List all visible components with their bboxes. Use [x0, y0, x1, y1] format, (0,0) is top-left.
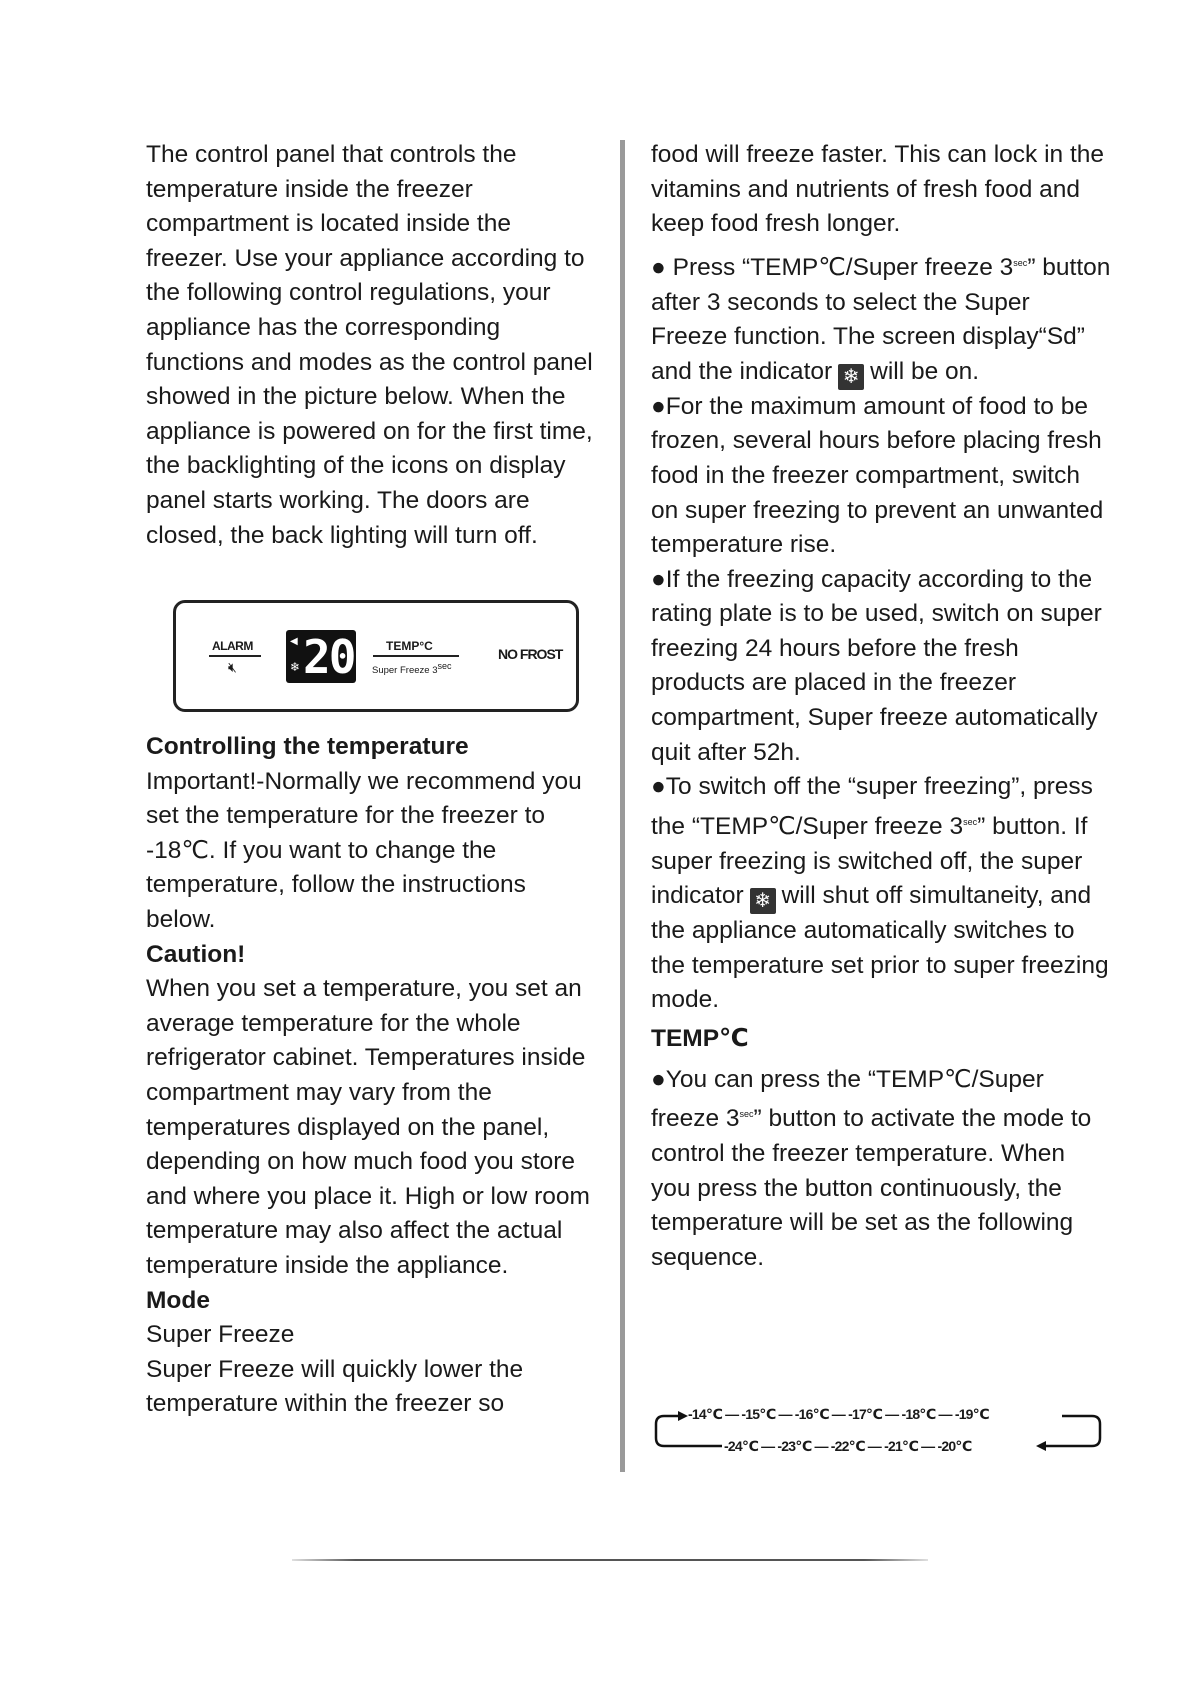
bullet-freezing-capacity: ●If the freezing capacity according to the rating plate is to be used, switch on super freezing 24 hours before the fresh products are placed in the freezer compartment, Super freeze automatically quit after 52h.	[651, 565, 1102, 766]
sequence-top-row: -14℃ — -15℃ — -16℃ — -17℃ — -18℃ — -19℃	[688, 1406, 989, 1422]
heading-caution: Caution!	[146, 940, 246, 968]
temp-label: TEMP°C	[386, 639, 433, 653]
bullet-switch-off: ●To switch off the “super freezing”, press the “TEMP℃/Super freeze $3^{sec}$” button. If super freezing is switched off, the super indicator ❄ will shut off simultaneity, and the appliance automatically switches to the temperature set prior to super freezing mode.	[651, 773, 1109, 1014]
nofrost-label: NO FROST	[498, 646, 563, 662]
footer-rule	[292, 1559, 928, 1561]
column-divider	[620, 140, 625, 1472]
continued-paragraph: food will freeze faster. This can lock in the vitamins and nutrients of fresh food and keep food fresh longer.	[651, 141, 1105, 238]
heading-controlling-temperature: Controlling the temperature	[146, 733, 469, 760]
super-freeze-paragraph: Super Freeze will quickly lower the temperature within the freezer so	[146, 1355, 524, 1418]
right-column	[651, 138, 1111, 1275]
temperature-sequence-diagram	[652, 1400, 1107, 1470]
mute-icon: 🔇︎	[228, 659, 237, 675]
important-paragraph: Important!-Normally we recommend you set the temperature for the freezer to -18℃. If you want to change the temperature, follow the instructions below.	[146, 767, 582, 933]
caution-paragraph: When you set a temperature, you set an average temperature for the whole refrigerator cabinet. Temperatures inside compartment may vary from the temperatures displayed on the panel, depending on how much food you store and where you place it. High or low room temperature may also affect the actual temperature inside the appliance.	[146, 975, 590, 1279]
display-digits: 20	[303, 630, 355, 684]
bullet-maximum-amount: ●For the maximum amount of food to be frozen, several hours before placing fresh food in the freezer compartment, switch on super freezing to prevent an unwanted temperature rise.	[651, 392, 1104, 559]
left-column-lower	[146, 730, 596, 1422]
temp-divider	[373, 655, 459, 657]
bullet-select-super-freeze: ● Press “TEMP℃/Super freeze $3^{sec}$” button after 3 seconds to select the Super Freeze function. The screen display“Sd” and the indicator ❄ will be on.	[651, 253, 1111, 388]
left-column	[146, 138, 596, 553]
intro-paragraph: The control panel that controls the temperature inside the freezer compartment is located inside the freezer. Use your appliance according to the following control regulations, your appliance has the corresponding functions and modes as the control panel showed in the picture below. When the appliance is powered on for the first time, the backlighting of the icons on display panel starts working. The doors are closed, the back lighting will turn off.	[146, 141, 593, 549]
snowflake-icon: ❄	[290, 660, 301, 674]
bullet-temp-sequence: ●You can press the “TEMP℃/Super freeze $3^{sec}$” button to activate the mode to control the freezer temperature. When you press the button continuously, the temperature will be set as the following sequence.	[651, 1065, 1092, 1271]
snowflake-indicator-icon: ❄	[838, 364, 864, 390]
heading-temp: TEMP℃	[651, 1024, 749, 1052]
temperature-display	[286, 630, 356, 683]
alarm-divider	[209, 655, 261, 657]
speaker-icon: ◀	[290, 636, 298, 647]
sequence-bottom-row: -24℃ — -23℃ — -22℃ — -21℃ — -20℃	[724, 1438, 972, 1454]
subheading-super-freeze: Super Freeze	[146, 1321, 295, 1349]
control-panel-illustration	[173, 600, 579, 712]
heading-mode: Mode	[146, 1286, 210, 1314]
super-indicator-icon: ❄	[750, 888, 776, 914]
alarm-label: ALARM	[212, 639, 253, 653]
super-freeze-label: Super Freeze 3sec	[372, 661, 452, 677]
